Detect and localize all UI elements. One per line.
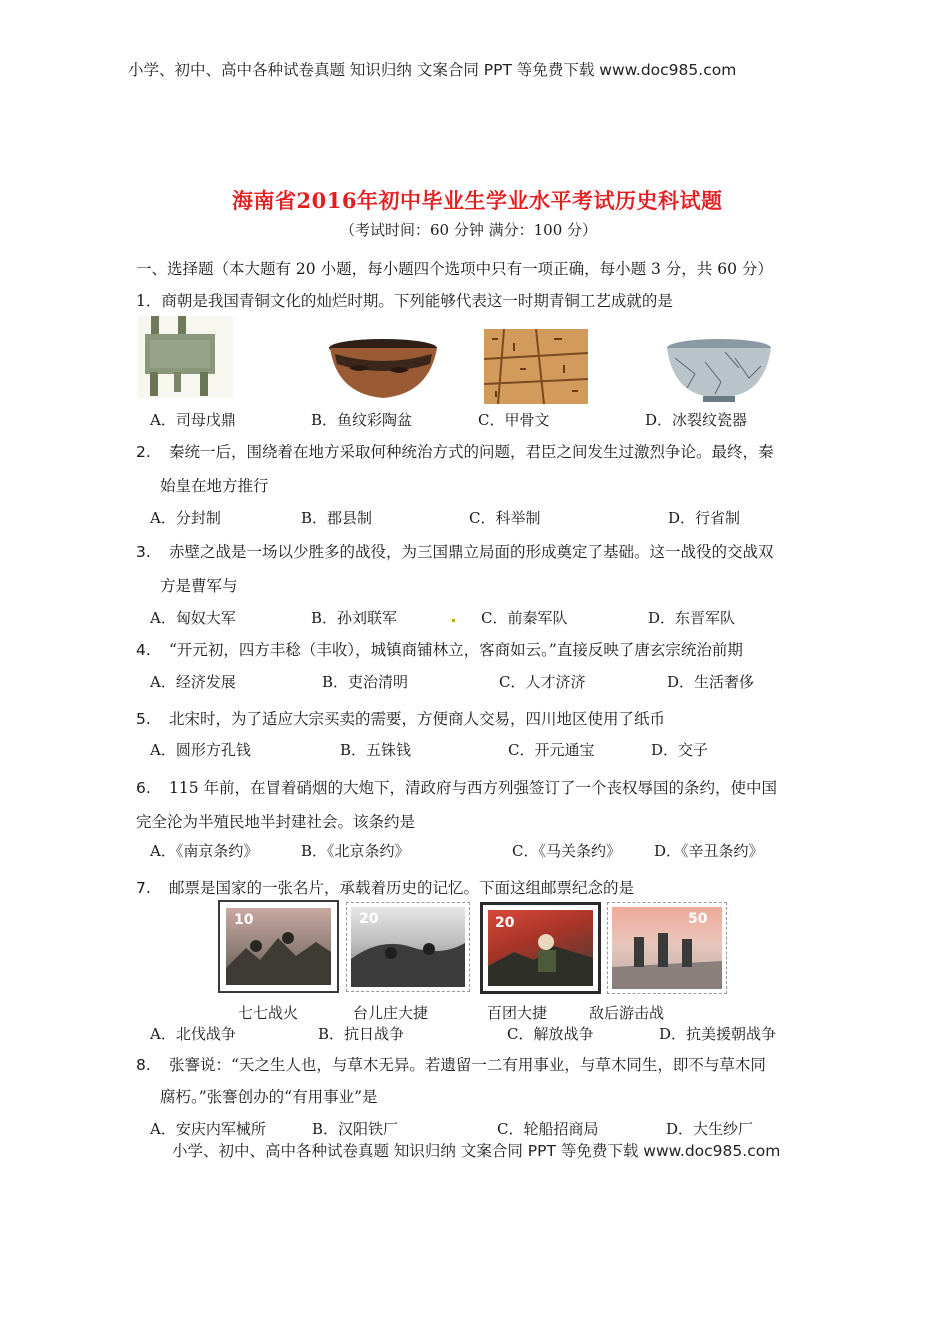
q4-number: 4. [136,641,151,659]
stamp-2-value: 20 [359,911,379,927]
q6-number: 6. [136,779,151,797]
q4-option-c: C．人才济济 [499,673,586,691]
q5-option-d: D．交子 [651,741,709,759]
q6-option-d: D．《辛丑条约》 [654,842,764,860]
q3-option-d: D．东晋军队 [648,609,736,627]
q7-option-c: C．解放战争 [507,1025,594,1043]
q4-option-b: B．吏治清明 [322,673,409,691]
stamp-1-value: 10 [234,912,254,928]
page-title: 海南省2016年初中毕业生学业水平考试历史科试题 [232,188,723,213]
q4-option-a: A．经济发展 [150,673,236,691]
exam-info: （考试时间：60 分钟 满分：100 分） [340,221,598,239]
q2-option-b: B．郡县制 [301,509,373,527]
q7-number: 7. [136,879,151,897]
stamp-1 [218,900,339,993]
fish-pottery-basin-image [327,338,440,400]
q8-stem-line1: 张謇说：“天之生人也，与草木无异。若遗留一二有用事业，与草木同生，即不与草木同 [169,1056,766,1074]
stamp-4-value: 50 [688,911,708,927]
q6-stem-line1: 115 年前，在冒着硝烟的大炮下，清政府与西方列强签订了一个丧权辱国的条约，使中国 [169,779,778,797]
q7-option-a: A．北伐战争 [150,1025,236,1043]
q1-option-d: D．冰裂纹瓷器 [645,411,748,429]
stamp-3 [480,902,601,994]
q6-stem-line2: 完全沦为半殖民地半封建社会。该条约是 [136,813,416,831]
q2-stem-line2: 始皇在地方推行 [160,477,269,495]
q5-option-c: C．开元通宝 [508,741,595,759]
stamp-3-value: 20 [495,915,515,931]
q3-option-b: B．孙刘联军 [311,609,398,627]
q8-stem-line2: 腐朽。”张謇创办的“有用事业”是 [160,1088,378,1106]
q2-option-a: A．分封制 [150,509,221,527]
q8-option-d: D．大生纱厂 [666,1120,754,1138]
q5-stem-line1: 北宋时，为了适应大宗买卖的需要，方便商人交易，四川地区使用了纸币 [169,710,666,728]
stamp-3-caption: 百团大捷 [487,1004,548,1022]
q6-option-b: B．《北京条约》 [301,842,410,860]
q1-option-a: A．司母戊鼎 [150,411,236,429]
footer-banner: 小学、初中、高中各种试卷真题 知识归纳 文案合同 PPT 等免费下载 www.doc985.com [172,1142,781,1160]
q2-stem-line1: 秦统一后，围绕着在地方采取何种统治方式的问题，君臣之间发生过激烈争论。最终，秦 [169,443,774,461]
q3-option-a: A．匈奴大军 [150,609,236,627]
q8-option-a: A．安庆内军械所 [150,1120,266,1138]
q2-option-c: C．科举制 [469,509,541,527]
q3-stem-line2: 方是曹军与 [160,577,238,595]
q7-option-d: D．抗美援朝战争 [659,1025,777,1043]
q6-option-c: C．《马关条约》 [512,842,621,860]
q5-option-b: B．五铢钱 [340,741,412,759]
question-1-stem: 1．商朝是我国青铜文化的灿烂时期。下列能够代表这一时期青铜工艺成就的是 [136,292,673,310]
q8-number: 8. [136,1056,151,1074]
crackle-porcelain-image [665,338,773,404]
oracle-bone-image [484,329,588,404]
stamp-4 [607,902,727,994]
stamp-1-caption: 七七战火 [238,1004,299,1022]
q2-number: 2. [136,443,151,461]
q8-option-c: C．轮船招商局 [497,1120,599,1138]
stray-dot-mark [452,619,455,622]
q6-option-a: A．《南京条约》 [150,842,259,860]
q4-stem-line1: “开元初，四方丰稔（丰收），城镇商铺林立，客商如云。”直接反映了唐玄宗统治前期 [169,641,743,659]
q5-number: 5. [136,710,151,728]
q8-option-b: B．汉阳铁厂 [312,1120,399,1138]
q5-option-a: A．圆形方孔钱 [150,741,251,759]
q3-number: 3. [136,543,151,561]
q1-option-b: B．鱼纹彩陶盆 [311,411,413,429]
simuwu-ding-image [138,316,233,398]
header-banner: 小学、初中、高中各种试卷真题 知识归纳 文案合同 PPT 等免费下载 www.doc985.com [128,61,737,79]
q3-option-c: C．前秦军队 [481,609,568,627]
stamp-2-caption: 台儿庄大捷 [353,1004,429,1022]
q7-option-b: B．抗日战争 [318,1025,405,1043]
q2-option-d: D．行省制 [668,509,741,527]
q1-option-c: C．甲骨文 [478,411,550,429]
q3-stem-line1: 赤壁之战是一场以少胜多的战役，为三国鼎立局面的形成奠定了基础。这一战役的交战双 [169,543,774,561]
stamp-2 [346,902,470,992]
q7-stem-line1: 邮票是国家的一张名片，承载着历史的记忆。下面这组邮票纪念的是 [169,879,635,897]
stamp-4-caption: 敌后游击战 [589,1004,665,1022]
section-header: 一、选择题（本大题有 20 小题，每小题四个选项中只有一项正确，每小题 3 分，共 60 分） [136,260,773,278]
q4-option-d: D．生活奢侈 [667,673,755,691]
